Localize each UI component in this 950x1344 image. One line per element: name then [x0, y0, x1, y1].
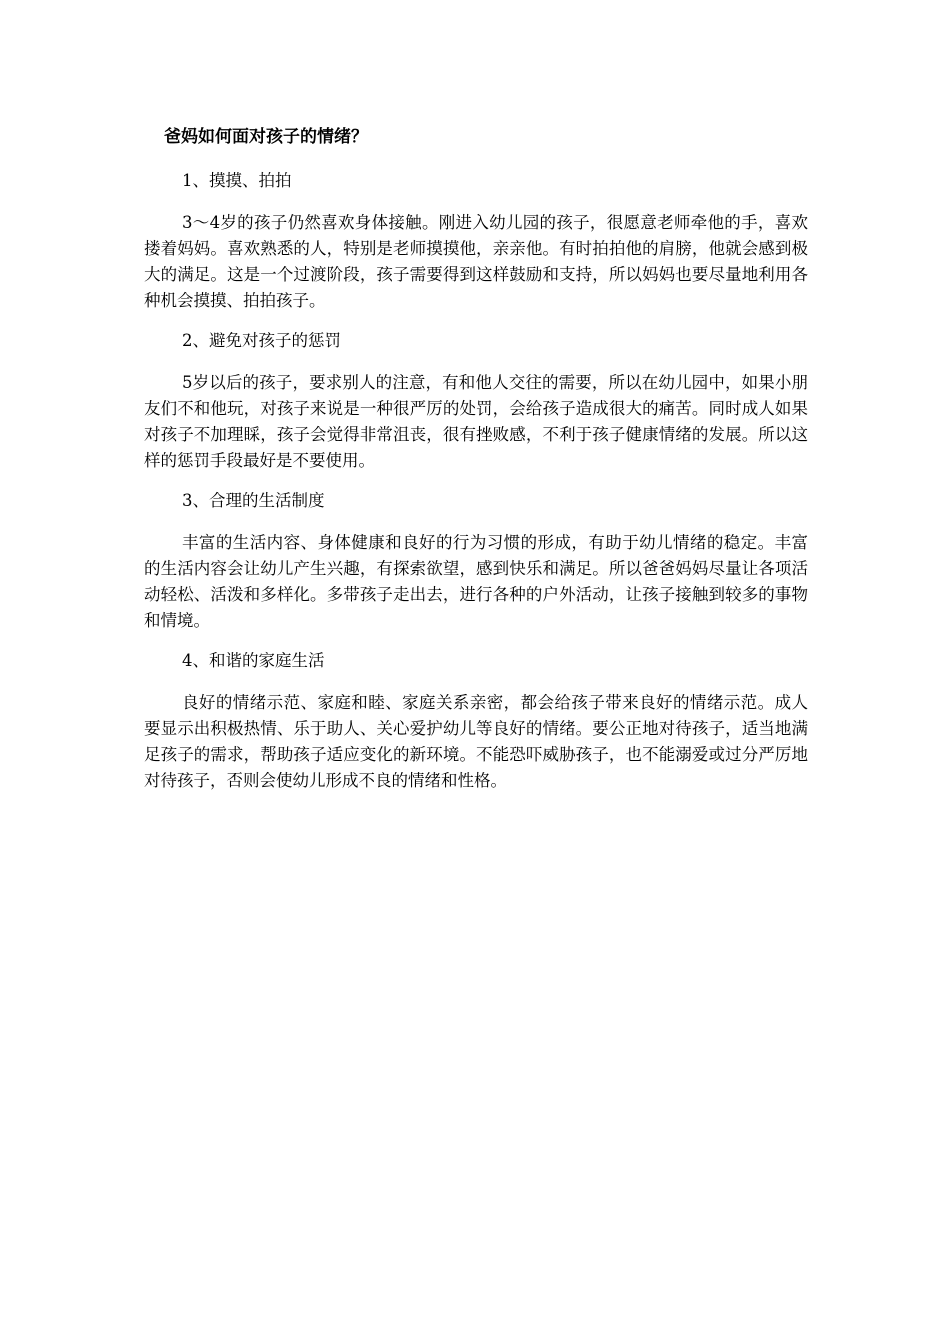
- section-3-body: 丰富的生活内容、身体健康和良好的行为习惯的形成，有助于幼儿情绪的稳定。丰富的生活内容会让幼儿产生兴趣，有探索欲望，感到快乐和满足。所以爸爸妈妈尽量让各项活动轻松、活泼和多样化。多带孩子走出去，进行各种的户外活动，让孩子接触到较多的事物和情境。: [144, 533, 808, 630]
- section-4-heading: 4、和谐的家庭生活: [182, 651, 325, 670]
- section-1-heading: 1、摸摸、拍拍: [182, 171, 292, 190]
- section-1-body: 3～4岁的孩子仍然喜欢身体接触。刚进入幼儿园的孩子，很愿意老师牵他的手，喜欢搂着妈妈。喜欢熟悉的人，特别是老师摸摸他，亲亲他。有时拍拍他的肩膀，他就会感到极大的满足。这是一个过渡阶段，孩子需要得到这样鼓励和支持，所以妈妈也要尽量地利用各种机会摸摸、拍拍孩子。: [144, 213, 808, 310]
- section-2-heading: 2、避免对孩子的惩罚: [182, 331, 341, 350]
- section-4-body: 良好的情绪示范、家庭和睦、家庭关系亲密，都会给孩子带来良好的情绪示范。成人要显示出积极热情、乐于助人、关心爱护幼儿等良好的情绪。要公正地对待孩子，适当地满足孩子的需求，帮助孩子适应变化的新环境。不能恐吓威胁孩子，也不能溺爱或过分严厉地对待孩子，否则会使幼儿形成不良的情绪和性格。: [144, 693, 808, 790]
- document-page: [144, 120, 808, 794]
- section-2-body: 5岁以后的孩子，要求别人的注意，有和他人交往的需要，所以在幼儿园中，如果小朋友们不和他玩，对孩子来说是一种很严厉的处罚，会给孩子造成很大的痛苦。同时成人如果对孩子不加理睬，孩子会觉得非常沮丧，很有挫败感，不利于孩子健康情绪的发展。所以这样的惩罚手段最好是不要使用。: [144, 373, 808, 470]
- document-title: 爸妈如何面对孩子的情绪？: [164, 127, 368, 147]
- section-3-heading: 3、合理的生活制度: [182, 491, 325, 510]
